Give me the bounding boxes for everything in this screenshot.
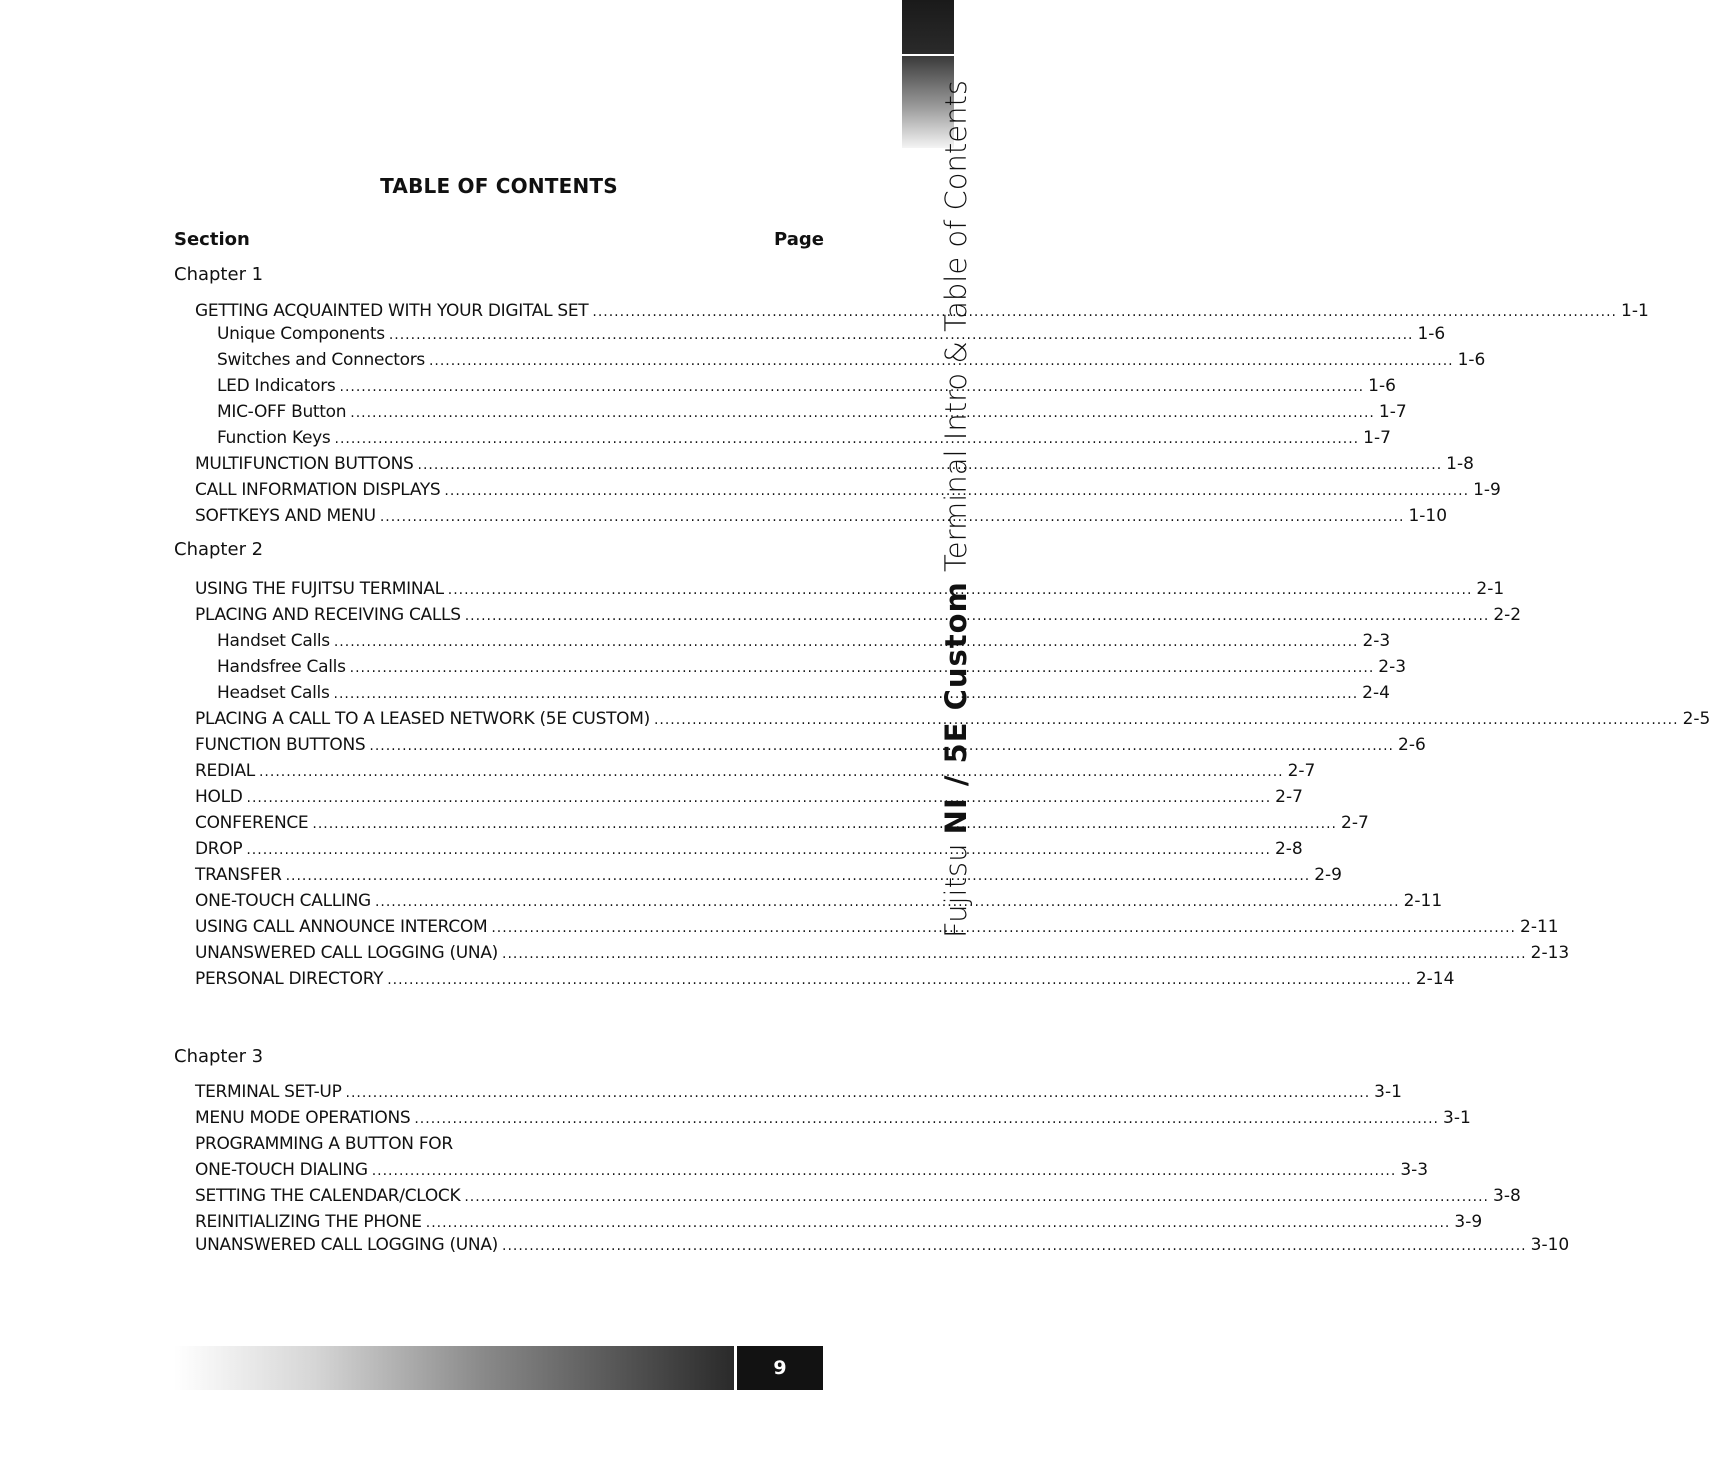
toc-entry[interactable]: DROP ..... 2-8 [195,838,824,861]
toc-entry[interactable]: USING THE FUJITSU TERMINAL ..... 2-1 [195,578,824,601]
toc-entry[interactable]: Switches and Connectors ..... 1-6 [217,349,824,372]
footer-gradient-bar [174,1346,734,1390]
toc-entry[interactable]: USING CALL ANNOUNCE INTERCOM ..... 2-11 [195,916,824,939]
toc-entry[interactable]: SOFTKEYS AND MENU ..... 1-10 [195,505,824,528]
chapter-heading: Chapter 1 [174,264,264,285]
toc-entry[interactable]: Handset Calls ..... 2-3 [217,630,824,653]
toc-entry[interactable]: REINITIALIZING THE PHONE ..... 3-9 [195,1211,824,1234]
toc-entry[interactable]: LED Indicators ..... 1-6 [217,375,824,398]
toc-entry[interactable]: CALL INFORMATION DISPLAYS ..... 1-9 [195,479,824,502]
toc-entry[interactable]: REDIAL ..... 2-7 [195,760,824,783]
toc-entry[interactable]: TRANSFER ..... 2-9 [195,864,824,887]
toc-entry[interactable]: PLACING AND RECEIVING CALLS ..... 2-2 [195,604,824,627]
toc-entry[interactable]: MENU MODE OPERATIONS ..... 3-1 [195,1107,824,1130]
toc-entry[interactable]: HOLD ..... 2-7 [195,786,824,809]
page-number: 9 [737,1346,823,1390]
toc-entry[interactable]: Handsfree Calls ..... 2-3 [217,656,824,679]
side-tab-dark [902,0,954,54]
toc-entry[interactable]: SETTING THE CALENDAR/CLOCK ..... 3-8 [195,1185,824,1208]
toc-entry[interactable]: ONE-TOUCH CALLING ..... 2-11 [195,890,824,913]
toc-entry[interactable]: GETTING ACQUAINTED WITH YOUR DIGITAL SET ..... 1-1 [195,300,824,323]
toc-entry[interactable]: CONFERENCE ..... 2-7 [195,812,824,835]
toc-entry[interactable]: Headset Calls ..... 2-4 [217,682,824,705]
page-title: TABLE OF CONTENTS [380,174,618,198]
toc-entry[interactable]: ONE-TOUCH DIALING ..... 3-3 [195,1159,824,1182]
toc-entry[interactable]: Unique Components ..... 1-6 [217,323,824,346]
toc-entry[interactable]: PERSONAL DIRECTORY ..... 2-14 [195,968,824,991]
toc-entry[interactable]: PLACING A CALL TO A LEASED NETWORK (5E CUSTOM) ..... 2-5 [195,708,824,731]
toc-entry[interactable]: Function Keys ..... 1-7 [217,427,824,450]
section-column-header: Section [174,229,250,250]
chapter-heading: Chapter 3 [174,1046,264,1067]
toc-entry[interactable]: PROGRAMMING A BUTTON FOR [195,1134,453,1154]
toc-entry[interactable]: MIC-OFF Button ..... 1-7 [217,401,824,424]
toc-entry[interactable]: MULTIFUNCTION BUTTONS ..... 1-8 [195,453,824,476]
chapter-heading: Chapter 2 [174,539,264,560]
toc-entry[interactable]: TERMINAL SET-UP ..... 3-1 [195,1081,824,1104]
side-running-title: Fujitsu NI / 5E Custom Terminal Intro & Table of Contents [939,80,973,938]
page-column-header: Page [774,229,824,250]
toc-entry[interactable]: UNANSWERED CALL LOGGING (UNA) ..... 2-13 [195,942,824,965]
toc-entry[interactable]: UNANSWERED CALL LOGGING (UNA) ..... 3-10 [195,1234,824,1257]
toc-entry[interactable]: FUNCTION BUTTONS ..... 2-6 [195,734,824,757]
